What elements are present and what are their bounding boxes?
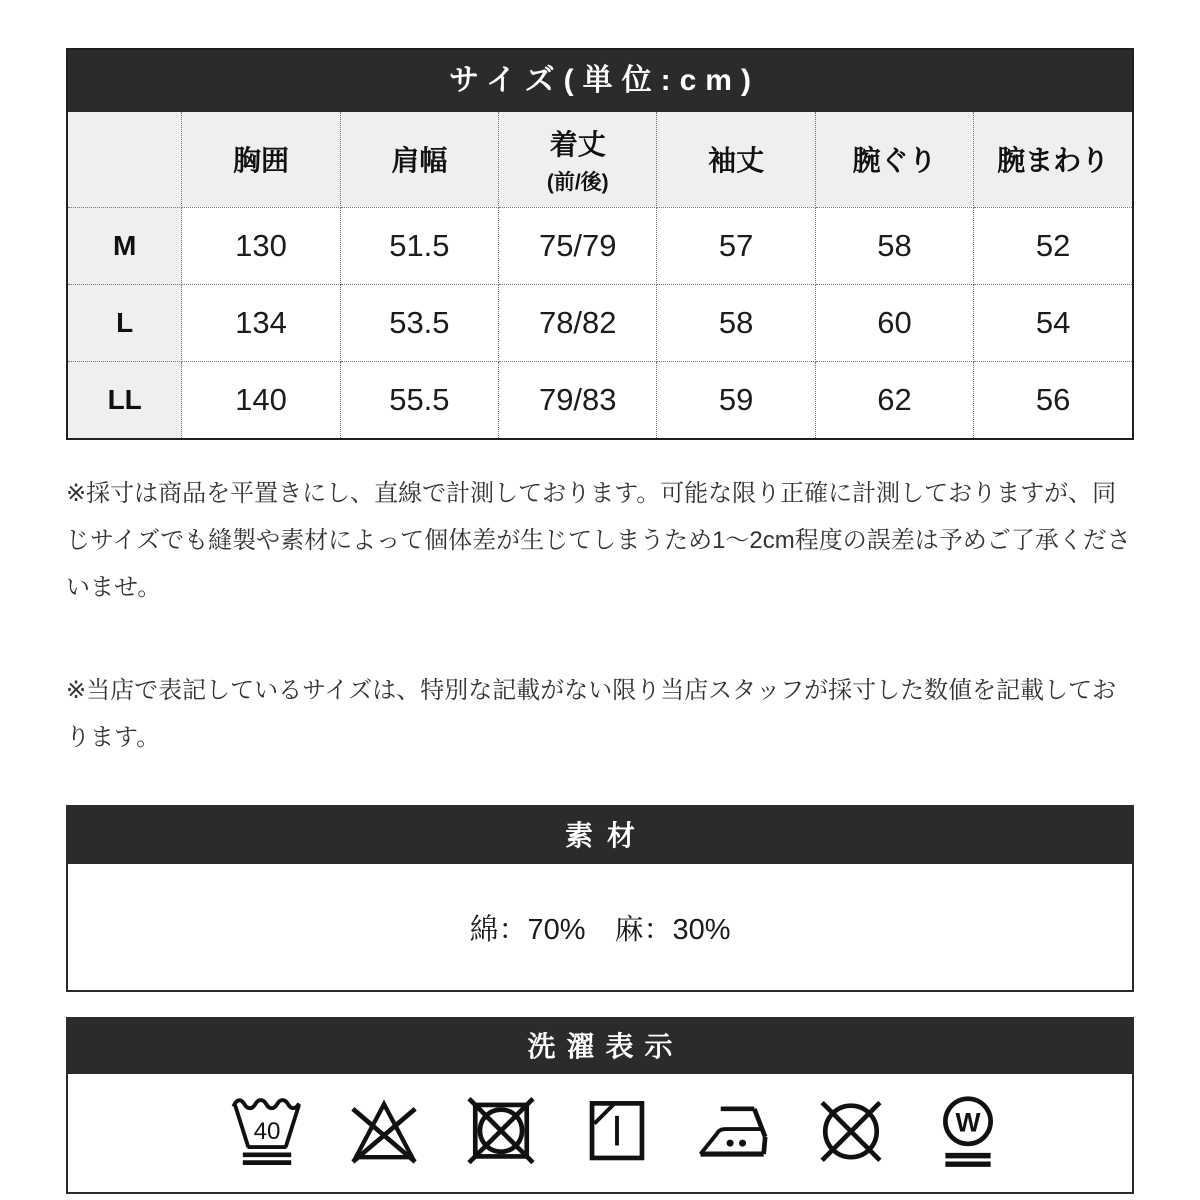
size-row-label: LL xyxy=(68,361,182,438)
size-value-cell: 62 xyxy=(815,361,973,438)
staff-measured-note: ※当店で表記しているサイズは、特別な記載がない限り当店スタッフが採寸した数値を記載しております。 xyxy=(66,677,1117,751)
iron-medium-two-dots-icon xyxy=(695,1090,773,1176)
wash-temperature-label: 40 xyxy=(253,1118,281,1146)
col-header-arm-circumference: 腕まわり xyxy=(974,112,1132,207)
corner-cell xyxy=(68,112,182,207)
size-value-cell: 52 xyxy=(974,207,1132,284)
size-value-cell: 53.5 xyxy=(340,284,498,361)
size-value-cell: 58 xyxy=(657,284,815,361)
size-value-cell: 56 xyxy=(974,361,1132,438)
material-title: 素材 xyxy=(68,807,1132,864)
line-dry-in-shade-icon xyxy=(578,1090,656,1176)
care-section xyxy=(66,1017,1134,1194)
size-row-ll xyxy=(68,361,1132,438)
col-header-sleeve: 袖丈 xyxy=(657,112,815,207)
material-composition: 綿：70% 麻：30% xyxy=(469,913,731,946)
product-spec-page xyxy=(66,0,1134,1194)
size-row-label: M xyxy=(68,207,182,284)
col-header-shoulder: 肩幅 xyxy=(340,112,498,207)
size-value-cell: 75/79 xyxy=(499,207,657,284)
do-not-bleach-icon xyxy=(345,1090,423,1176)
size-value-cell: 54 xyxy=(974,284,1132,361)
size-value-cell: 58 xyxy=(815,207,973,284)
size-value-cell: 78/82 xyxy=(499,284,657,361)
wet-clean-very-gentle-icon xyxy=(929,1090,1007,1176)
material-section xyxy=(66,805,1134,992)
size-value-cell: 79/83 xyxy=(499,361,657,438)
size-value-cell: 57 xyxy=(657,207,815,284)
size-table xyxy=(68,112,1132,438)
size-value-cell: 140 xyxy=(182,361,340,438)
size-table-header-row xyxy=(68,112,1132,207)
col-header-length xyxy=(499,112,657,207)
size-value-cell: 134 xyxy=(182,284,340,361)
size-value-cell: 130 xyxy=(182,207,340,284)
size-row-l xyxy=(68,284,1132,361)
size-value-cell: 55.5 xyxy=(340,361,498,438)
measuring-note: ※採寸は商品を平置きにし、直線で計測しております。可能な限り正確に計測しておりますが、同じサイズでも縫製や素材によって個体差が生じてしまうため1〜2cm程度の誤差は予めご了承くださいませ。 xyxy=(66,480,1131,601)
size-table-section xyxy=(66,48,1134,440)
size-row-label: L xyxy=(68,284,182,361)
size-value-cell: 59 xyxy=(657,361,815,438)
wet-clean-letter: W xyxy=(955,1107,981,1138)
care-title: 洗濯表示 xyxy=(68,1019,1132,1074)
do-not-dry-clean-icon xyxy=(812,1090,890,1176)
do-not-tumble-dry-icon xyxy=(462,1090,540,1176)
col-header-armhole: 腕ぐり xyxy=(815,112,973,207)
wash-40-very-gentle-icon xyxy=(228,1090,306,1176)
care-symbols-row xyxy=(68,1074,1132,1192)
size-row-m xyxy=(68,207,1132,284)
size-value-cell: 60 xyxy=(815,284,973,361)
col-header-chest: 胸囲 xyxy=(182,112,340,207)
size-value-cell: 51.5 xyxy=(340,207,498,284)
size-table-title: サイズ(単位:cm) xyxy=(68,50,1132,112)
col-header-length-sub: (前/後) xyxy=(546,170,609,194)
col-header-length-main: 着丈 xyxy=(549,128,606,160)
